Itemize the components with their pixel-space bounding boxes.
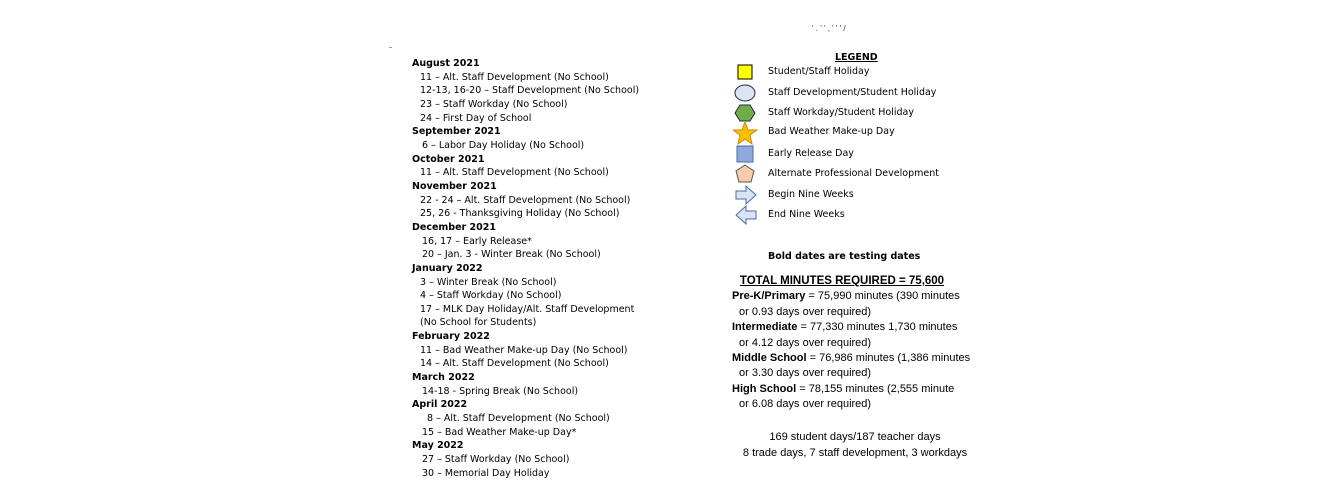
legend-item xyxy=(733,62,963,82)
list-item: 12-13, 16-20 – Staff Development (No School) xyxy=(420,85,640,97)
list-item: 24 – First Day of School xyxy=(420,112,532,124)
month-heading: March 2022 xyxy=(412,372,475,384)
left-arrow-icon xyxy=(733,205,759,225)
header-fragment: ' . ' ' , ' ' ' / xyxy=(812,24,846,33)
list-item: 3 – Winter Break (No School) xyxy=(420,276,557,288)
list-item: 11 – Bad Weather Make-up Day (No School) xyxy=(420,344,628,356)
totals-section xyxy=(732,274,972,413)
totals-row xyxy=(732,382,972,397)
legend-label: End Nine Weeks xyxy=(768,209,845,220)
legend-item xyxy=(733,164,963,184)
month-heading: January 2022 xyxy=(412,262,483,274)
legend-item xyxy=(733,103,963,123)
month-heading: April 2022 xyxy=(412,399,468,411)
legend-label: Student/Staff Holiday xyxy=(768,66,870,77)
legend-item xyxy=(733,144,963,164)
row-text: = 76,986 minutes (1,386 minutes xyxy=(806,352,971,365)
peach-pentagon-icon xyxy=(733,164,759,184)
legend-label: Early Release Day xyxy=(768,148,854,159)
legend-label: Alternate Professional Development xyxy=(768,168,939,179)
legend-item xyxy=(733,83,963,103)
totals-row xyxy=(732,351,972,366)
list-item: 14-18 - Spring Break (No School) xyxy=(422,385,579,397)
month-heading: December 2021 xyxy=(412,221,496,233)
legend-label: Bad Weather Make-up Day xyxy=(768,126,895,137)
list-item: 25, 26 - Thanksgiving Holiday (No School) xyxy=(420,208,620,220)
month-heading: November 2021 xyxy=(412,180,497,192)
legend-label: Begin Nine Weeks xyxy=(768,189,854,200)
legend-title: LEGEND xyxy=(835,52,878,63)
list-item: 4 – Staff Workday (No School) xyxy=(420,290,562,302)
row-continuation: or 3.30 days over required) xyxy=(739,367,872,380)
month-heading: August 2021 xyxy=(412,58,480,69)
list-item: 23 – Staff Workday (No School) xyxy=(420,98,568,110)
legend-label: Staff Workday/Student Holiday xyxy=(768,107,914,118)
list-item: 27 – Staff Workday (No School) xyxy=(422,454,570,466)
legend-item xyxy=(733,122,963,142)
month-heading: September 2021 xyxy=(412,126,501,138)
summary-line: 169 student days/187 teacher days xyxy=(769,431,941,443)
list-item: 20 – Jan. 3 - Winter Break (No School) xyxy=(422,249,601,261)
month-heading: October 2021 xyxy=(412,153,485,165)
bold-dates-note: Bold dates are testing dates xyxy=(768,251,921,262)
totals-row xyxy=(732,320,972,335)
row-text: = 77,330 minutes 1,730 minutes xyxy=(797,321,958,334)
orange-star-icon xyxy=(733,122,759,142)
month-heading: February 2022 xyxy=(412,331,490,343)
row-continuation: or 4.12 days over required) xyxy=(739,336,872,349)
row-continuation: or 6.08 days over required) xyxy=(739,398,872,411)
row-label: Middle School xyxy=(732,352,807,365)
right-arrow-icon xyxy=(733,185,759,205)
list-item: 6 – Labor Day Holiday (No School) xyxy=(422,139,585,151)
total-minutes-title: TOTAL MINUTES REQUIRED = 75,600 xyxy=(739,275,945,287)
list-item: 15 – Bad Weather Make-up Day* xyxy=(422,426,577,438)
list-item: 14 – Alt. Staff Development (No School) xyxy=(420,358,609,370)
stray-mark xyxy=(389,47,392,48)
legend-item xyxy=(733,205,963,225)
calendar-list xyxy=(412,57,672,480)
list-item: 11 – Alt. Staff Development (No School) xyxy=(420,71,609,83)
summary-line: 8 trade days, 7 staff development, 3 workdays xyxy=(742,447,968,459)
row-label: High School xyxy=(732,382,797,395)
list-item: 17 – MLK Day Holiday/Alt. Staff Development (No School for Students) xyxy=(420,303,635,329)
list-item: 16, 17 – Early Release* xyxy=(422,235,532,247)
light-blue-oval-icon xyxy=(733,83,759,103)
row-continuation: or 0.93 days over required) xyxy=(739,305,872,318)
month-heading: May 2022 xyxy=(412,440,464,452)
row-label: Pre-K/Primary xyxy=(732,290,806,303)
list-item: 11 – Alt. Staff Development (No School) xyxy=(420,167,609,179)
totals-row xyxy=(732,289,972,304)
row-label: Intermediate xyxy=(732,321,798,334)
green-hexagon-icon xyxy=(733,103,759,123)
days-summary xyxy=(740,429,970,461)
yellow-square-icon xyxy=(733,62,759,82)
legend-label: Staff Development/Student Holiday xyxy=(768,87,937,98)
list-item: 8 – Alt. Staff Development (No School) xyxy=(427,413,610,425)
legend-item xyxy=(733,185,963,205)
row-text: = 78,155 minutes (2,555 minute xyxy=(796,382,955,395)
blue-square-icon xyxy=(733,144,759,164)
list-item: 22 - 24 – Alt. Staff Development (No School) xyxy=(420,194,631,206)
row-text: = 75,990 minutes (390 minutes xyxy=(805,290,960,303)
list-item: 30 – Memorial Day Holiday xyxy=(422,467,550,479)
